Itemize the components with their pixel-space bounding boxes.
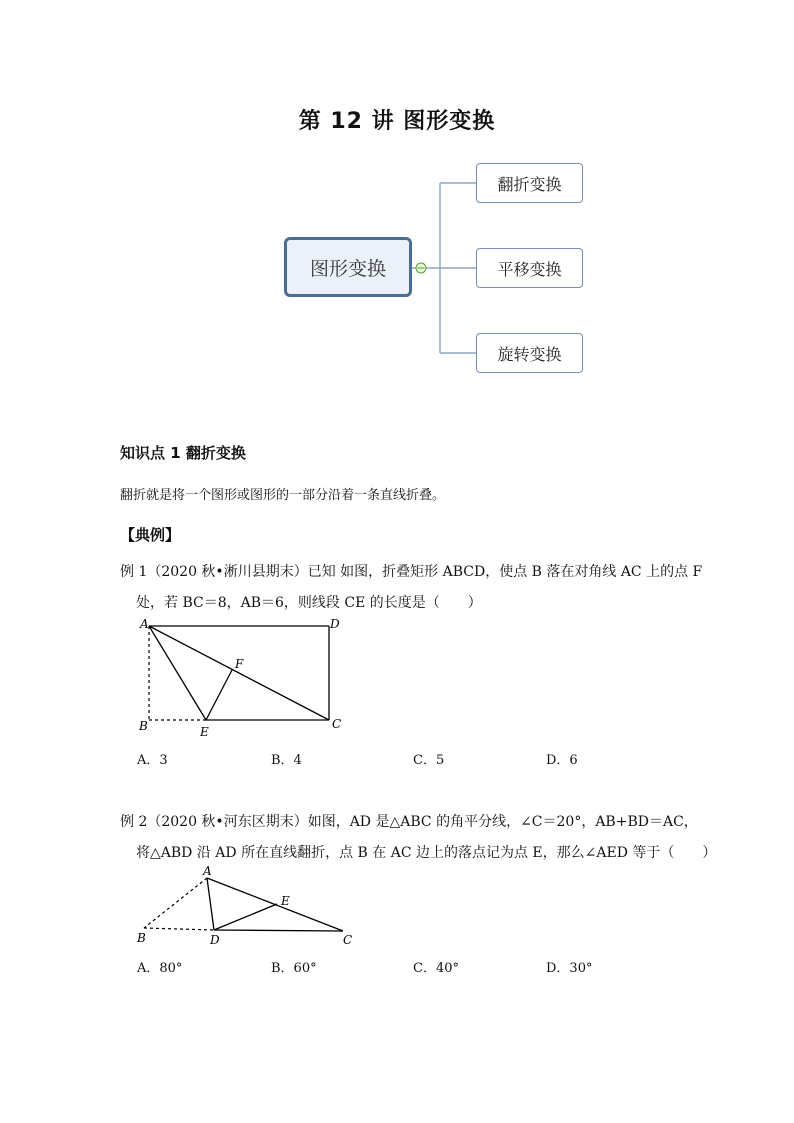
example1-option-b[interactable]: B．4 xyxy=(271,753,302,768)
mindmap-node-fold: 翻折变换 xyxy=(476,163,583,203)
segment-DE xyxy=(214,904,277,930)
example2-option-b[interactable]: B．60° xyxy=(271,961,317,976)
example1-figure xyxy=(130,612,360,742)
label-E: E xyxy=(200,725,209,739)
segment-AD xyxy=(207,878,214,930)
mindmap-root-node: 图形变换 xyxy=(284,237,412,297)
mindmap-node-translate: 平移变换 xyxy=(476,248,583,288)
section-heading: 知识点 1 翻折变换 xyxy=(120,444,246,462)
example1-line1: 例 1（2020 秋•淅川县期末）已知 如图，折叠矩形 ABCD，使点 B 落在对角线 AC 上的点 F xyxy=(120,564,703,580)
label-F: F xyxy=(235,657,244,671)
label-D: D xyxy=(210,933,220,947)
segment-AE xyxy=(149,626,206,720)
example2-option-d[interactable]: D．30° xyxy=(546,961,593,976)
label-C: C xyxy=(343,933,353,947)
example2-figure xyxy=(130,862,370,952)
mindmap-node-rotate: 旋转变换 xyxy=(476,333,583,373)
example1-option-a[interactable]: A．3 xyxy=(137,753,168,768)
example1-line2: 处，若 BC＝8，AB＝6，则线段 CE 的长度是（ ） xyxy=(136,595,482,611)
label-A: A xyxy=(140,617,149,631)
label-B: B xyxy=(139,719,148,733)
segment-DC xyxy=(214,930,343,931)
diagonal-AC xyxy=(149,626,329,720)
example1-option-c[interactable]: C．5 xyxy=(413,753,445,768)
example2-option-a[interactable]: A．80° xyxy=(137,961,183,976)
label-A: A xyxy=(203,864,212,878)
label-D: D xyxy=(330,617,340,631)
label-E: E xyxy=(281,894,290,908)
example2-option-c[interactable]: C．40° xyxy=(413,961,459,976)
segment-EF xyxy=(206,670,232,720)
mindmap-connectors xyxy=(0,0,794,420)
example1-option-d[interactable]: D．6 xyxy=(546,753,578,768)
segment-AB-dashed xyxy=(144,878,207,928)
page-title: 第 12 讲 图形变换 xyxy=(298,109,496,134)
definition-text: 翻折就是将一个图形或图形的一部分沿着一条直线折叠。 xyxy=(120,488,446,503)
label-B: B xyxy=(137,931,146,945)
example2-line1: 例 2（2020 秋•河东区期末）如图，AD 是△ABC 的角平分线，∠C＝20°，AB+BD＝AC， xyxy=(120,814,698,830)
example2-line2: 将△ABD 沿 AD 所在直线翻折，点 B 在 AC 边上的落点记为点 E，那么∠AED 等于（ ） xyxy=(136,845,717,861)
segment-BD-dashed xyxy=(144,928,214,930)
examples-label: 【典例】 xyxy=(120,526,181,544)
label-C: C xyxy=(332,717,342,731)
